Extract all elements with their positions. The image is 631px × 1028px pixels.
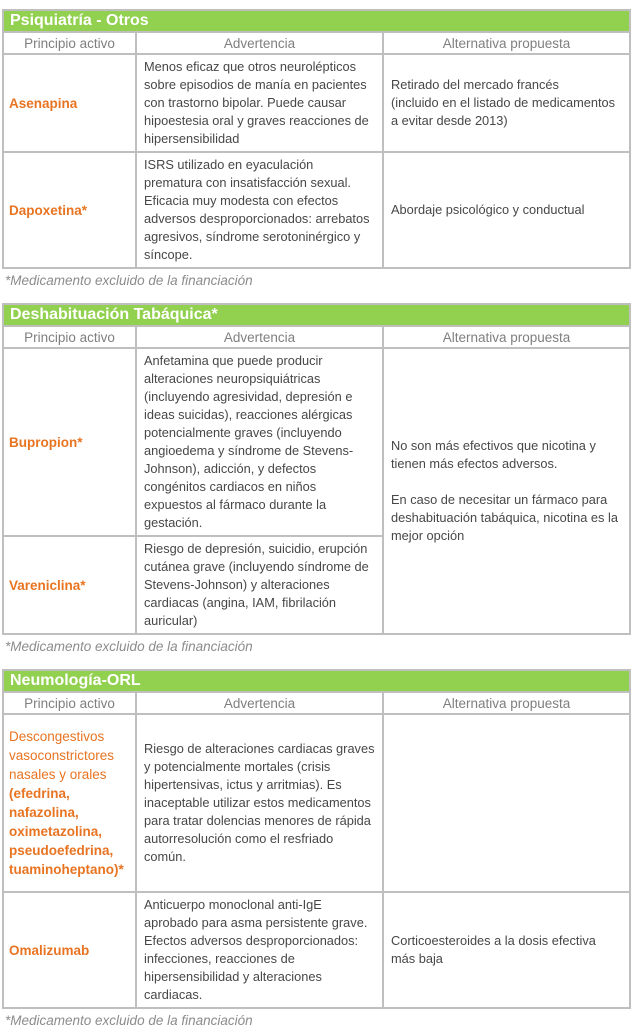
table-deshabituacion-tabaquica (2, 303, 631, 635)
advertencia-cell: Menos eficaz que otros neurolépticos sobre episodios de manía en pacientes con trastorno bipolar. Puede causar hipoestesia oral y graves reacciones de hipersensibilidad (136, 54, 383, 152)
table-row-dapoxetina (3, 152, 630, 268)
drug-name-descongestivos (3, 714, 136, 892)
column-header-row (3, 326, 630, 348)
column-header-alternativa-propuesta: Alternativa propuesta (383, 32, 630, 54)
section-title-deshabituacion-tabaquica: Deshabituación Tabáquica* (3, 304, 630, 326)
table-neumologia-orl (2, 669, 631, 1009)
column-header-principio-activo: Principio activo (3, 326, 136, 348)
drug-name-group-label: Descongestivos vasoconstrictores nasales y orales (9, 729, 115, 782)
table-row-bupropion (3, 348, 630, 536)
advertencia-cell: Riesgo de alteraciones cardiacas graves y potencialmente mortales (crisis hipertensivas, ictus y arritmias). Es inaceptable utilizar estos medicamentos para tratar dolencias menores de rápida autorresolución como el resfriado común. (136, 714, 383, 892)
column-header-principio-activo: Principio activo (3, 692, 136, 714)
alternativa-cell-empty (383, 714, 630, 892)
advertencia-cell: ISRS utilizado en eyaculación prematura con insatisfacción sexual. Eficacia muy modesta con efectos adversos desproporcionados: arrebatos agresivos, síndrome serotoninérgico y síncope. (136, 152, 383, 268)
column-header-advertencia: Advertencia (136, 692, 383, 714)
section-title-psiquiatria-otros: Psiquiatría - Otros (3, 10, 630, 32)
section-title-neumologia-orl: Neumología-ORL (3, 670, 630, 692)
drug-name-asenapina: Asenapina (3, 54, 136, 152)
column-header-principio-activo: Principio activo (3, 32, 136, 54)
column-header-row (3, 32, 630, 54)
column-header-alternativa-propuesta: Alternativa propuesta (383, 692, 630, 714)
alternativa-line: (incluido en el listado de medicamentos a evitar desde 2013) (391, 95, 616, 128)
column-header-advertencia: Advertencia (136, 326, 383, 348)
advertencia-cell: Riesgo de depresión, suicidio, erupción cutánea grave (incluyendo síndrome de Stevens-Johnson) y alteraciones cardiacas (angina, IAM, fibrilación auricular) (136, 536, 383, 634)
advertencia-cell: Anfetamina que puede producir alteraciones neuropsiquiátricas (incluyendo agresividad, depresión e ideas suicidas), reacciones alérgicas potencialmente graves (incluyendo angioedema y síndrome de Stevens-Johnson), adicción, y defectos congénitos cardiacos en niños expuestos al fármaco durante la gestación. (136, 348, 383, 536)
column-header-alternativa-propuesta: Alternativa propuesta (383, 326, 630, 348)
table-psiquiatria-otros (2, 9, 631, 269)
table-row-omalizumab (3, 892, 630, 1008)
footnote-financiacion: *Medicamento excluido de la financiación (5, 639, 253, 654)
alternativa-cell (383, 54, 630, 152)
drug-name-omalizumab: Omalizumab (3, 892, 136, 1008)
alternativa-paragraph: No son más efectivos que nicotina y tienen más efectos adversos. (391, 438, 596, 471)
alternativa-cell: Abordaje psicológico y conductual (383, 152, 630, 268)
alternativa-cell: Corticoesteroides a la dosis efectiva más baja (383, 892, 630, 1008)
alternativa-paragraph: En caso de necesitar un fármaco para deshabituación tabáquica, nicotina es la mejor opción (391, 492, 618, 543)
alternativa-cell-merged (383, 348, 630, 634)
column-header-advertencia: Advertencia (136, 32, 383, 54)
advertencia-cell: Anticuerpo monoclonal anti-IgE aprobado para asma persistente grave. Efectos adversos desproporcionados: infecciones, reacciones de hipersensibilidad y alteraciones cardiacas. (136, 892, 383, 1008)
drug-name-bupropion: Bupropion* (3, 348, 136, 536)
table-row-descongestivos (3, 714, 630, 892)
drug-name-group-members: (efedrina, nafazolina, oximetazolina, pseudoefedrina, tuaminoheptano)* (9, 786, 124, 877)
footnote-financiacion: *Medicamento excluido de la financiación (5, 1013, 253, 1028)
footnote-financiacion: *Medicamento excluido de la financiación (5, 273, 253, 288)
drug-name-vareniclina: Vareniclina* (3, 536, 136, 634)
drug-name-dapoxetina: Dapoxetina* (3, 152, 136, 268)
column-header-row (3, 692, 630, 714)
table-row-asenapina (3, 54, 630, 152)
alternativa-line: Retirado del mercado francés (391, 77, 559, 92)
